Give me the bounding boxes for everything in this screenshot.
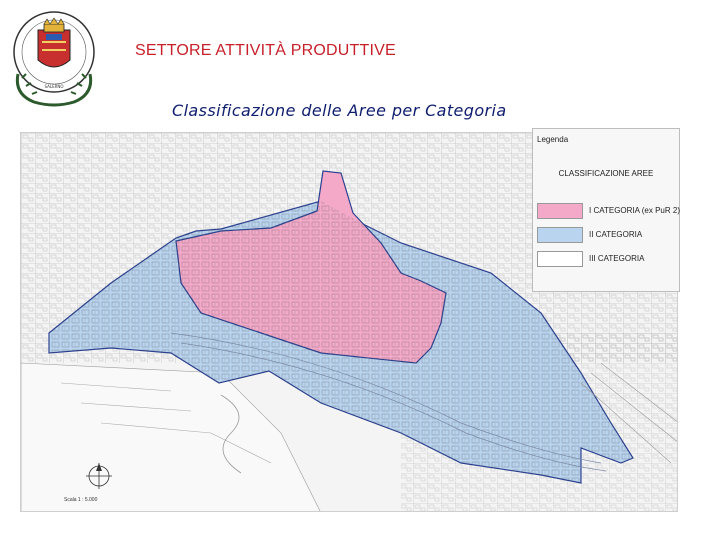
category-2-swatch <box>537 227 583 243</box>
map-legend <box>532 128 680 292</box>
legend-title: Legenda <box>537 135 569 144</box>
map-subtitle: Classificazione delle Aree per Categoria <box>172 101 507 120</box>
category-3-swatch <box>537 251 583 267</box>
comune-di-salerno-emblem <box>4 4 104 108</box>
legend-item-category-2 <box>537 225 677 245</box>
legend-item-category-3 <box>537 249 677 269</box>
department-title: SETTORE ATTIVITÀ PRODUTTIVE <box>135 42 396 59</box>
category-1-swatch <box>537 203 583 219</box>
legend-label: II CATEGORIA <box>589 230 643 239</box>
legend-item-category-1 <box>537 201 680 221</box>
legend-label: I CATEGORIA (ex PuR 2) <box>589 206 680 215</box>
legend-header: CLASSIFICAZIONE AREE <box>558 169 654 178</box>
legend-label: III CATEGORIA <box>589 254 645 263</box>
svg-text:SALERNO: SALERNO <box>44 84 64 89</box>
scale-label: Scala 1 : 5.000 <box>64 497 98 503</box>
